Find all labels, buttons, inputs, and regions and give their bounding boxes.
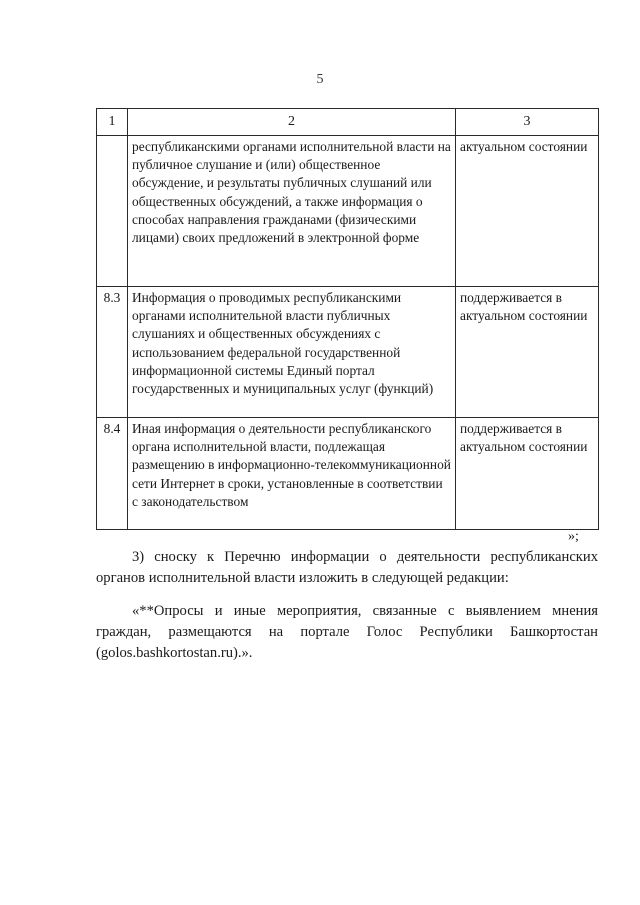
paragraph-footnote-amendment: 3) сноску к Перечню информации о деятельности республиканских органов исполнительной власти изложить в следующей редакции:	[96, 549, 598, 586]
column-header-2: 2	[128, 109, 456, 136]
row-description: республиканскими органами исполнительной власти на публичное слушание и (или) общественное обсуждение, и результаты публичных слушаний или общественных обсуждений, а также информация о способах направления гражданами (физическими лицами) своих предложений в электронной форме	[128, 136, 456, 287]
closing-quote-mark: »;	[568, 529, 579, 544]
table-row	[97, 287, 599, 418]
row-description: Информация о проводимых республиканскими органами исполнительной власти публичных слушаниях и общественных обсуждениях с использованием федеральной государственной информационной системы Единый портал государственных и муниципальных услуг (функций)	[128, 287, 456, 418]
table-row	[97, 418, 599, 530]
column-header-3: 3	[456, 109, 599, 136]
row-status: поддерживается в актуальном состоянии	[456, 287, 599, 418]
table-header-row	[97, 109, 599, 136]
table-row	[97, 136, 599, 287]
column-header-1: 1	[97, 109, 128, 136]
page-number: 5	[316, 72, 324, 87]
row-number: 8.4	[97, 418, 128, 530]
row-description: Иная информация о деятельности республиканского органа исполнительной власти, подлежащая размещению в информационно-телекоммуникационной сети Интернет в сроки, установленные в соответствии с законодательством	[128, 418, 456, 530]
row-status: поддерживается в актуальном состоянии	[456, 418, 599, 530]
information-table	[96, 108, 599, 530]
row-status: актуальном состоянии	[456, 136, 599, 287]
row-number: 8.3	[97, 287, 128, 418]
paragraph-footnote-text: «**Опросы и иные мероприятия, связанные с выявлением мнения граждан, размещаются на портале Голос Республики Башкортостан (golos.bashkortostan.ru).».	[96, 603, 598, 661]
row-number	[97, 136, 128, 287]
